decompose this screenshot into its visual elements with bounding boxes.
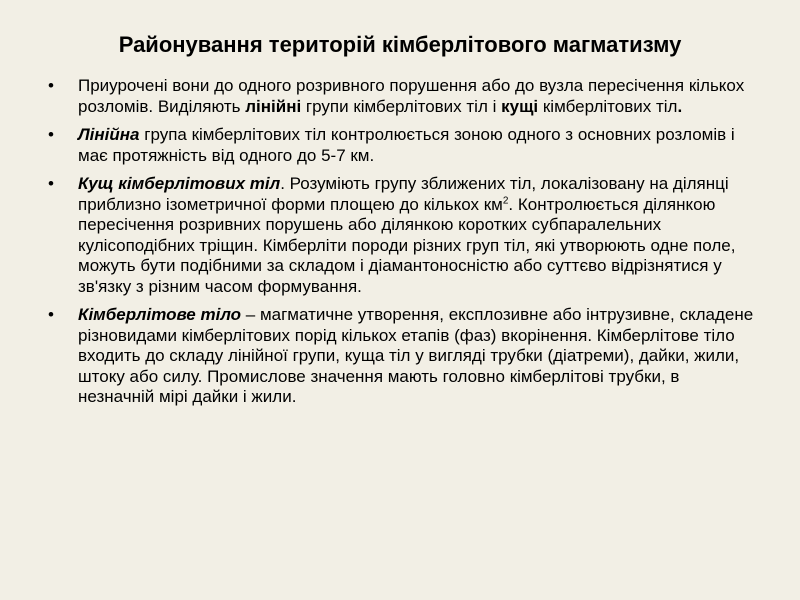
bullet-icon: • — [48, 174, 54, 193]
bullet-bold-text: кущі — [501, 96, 539, 116]
bullet-item — [40, 76, 760, 117]
slide-title: Районування територій кімберлітового магматизму — [118, 32, 682, 57]
bullet-text: – магматичне утворення, експлозивне або інтрузивне, складене різновидами кімберлітових порід кількох етапів (фаз) вкорінення. Кімберлітове тіло входить до складу лінійної групи, куща тіл у вигляді трубки (діатреми), дайки, жили, штоку або силу. Промислове значення мають головно кімберлітові трубки, в незначній мірі дайки і жили. — [78, 305, 754, 406]
bullet-text: група кімберлітових тіл контролюється зоною одного з основних розломів і має протяжність від одного до 5-7 км. — [78, 125, 735, 165]
bullet-bold-text: . — [677, 96, 683, 116]
bullet-icon: • — [48, 305, 54, 324]
bullet-term: Лінійна — [78, 125, 140, 144]
bullet-item — [40, 174, 760, 297]
bullet-text: Приурочені вони до одного розривного порушення або до вузла пересічення кількох розломів. Виділяють — [78, 76, 745, 116]
bullet-icon: • — [48, 125, 54, 144]
superscript: 2 — [502, 194, 509, 206]
bullet-icon: • — [48, 76, 54, 95]
bullet-bold-text: лінійні — [245, 96, 302, 116]
bullet-term: Кущ кімберлітових тіл — [78, 174, 281, 193]
bullet-list — [40, 76, 760, 416]
bullet-item — [40, 125, 760, 166]
bullet-text: кімберлітових тіл — [538, 96, 678, 116]
bullet-term: Кімберлітове тіло — [78, 305, 242, 324]
bullet-text: . Розуміють групу зближених тіл, локалізовану на ділянці приблизно ізометричної форми площею до кількох км — [78, 174, 729, 214]
bullet-text: групи кімберлітових тіл і — [301, 96, 502, 116]
bullet-text: . Контролюється ділянкою пересічення розривних порушень або ділянкою коротких субпаралельних кулісоподібних тріщин. Кімберліти породи різних груп тіл, які утворюють одне поле, можуть бути подібними за складом і діамантоносністю або суттєво відрізнятися у зв'язку з різним часом формування. — [78, 194, 736, 296]
bullet-item — [40, 305, 760, 408]
